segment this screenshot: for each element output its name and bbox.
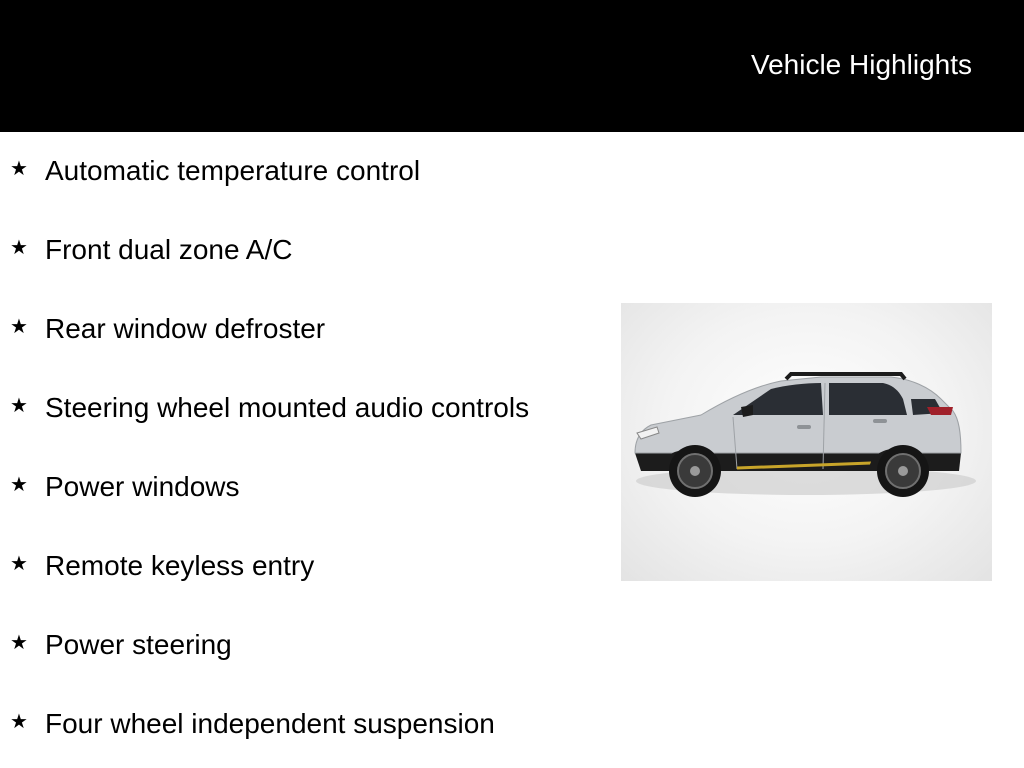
star-icon: ★	[10, 630, 28, 654]
feature-label: Four wheel independent suspension	[45, 708, 495, 739]
feature-label: Automatic temperature control	[45, 155, 421, 186]
feature-label: Steering wheel mounted audio controls	[45, 392, 530, 423]
star-icon: ★	[10, 235, 28, 259]
page-title: Vehicle Highlights	[750, 49, 972, 80]
feature-label: Remote keyless entry	[45, 550, 315, 581]
feature-label: Power windows	[45, 471, 240, 502]
vehicle-photo	[621, 303, 992, 581]
star-icon: ★	[10, 156, 28, 180]
star-icon: ★	[10, 393, 28, 417]
header-bar	[0, 0, 1024, 132]
feature-label: Rear window defroster	[45, 313, 326, 344]
star-icon: ★	[10, 472, 28, 496]
star-icon: ★	[10, 551, 28, 575]
star-icon: ★	[10, 709, 28, 733]
feature-label: Front dual zone A/C	[45, 234, 293, 265]
star-icon: ★	[10, 314, 28, 338]
feature-label: Power steering	[45, 629, 232, 660]
suv-side-view-image	[621, 303, 992, 581]
